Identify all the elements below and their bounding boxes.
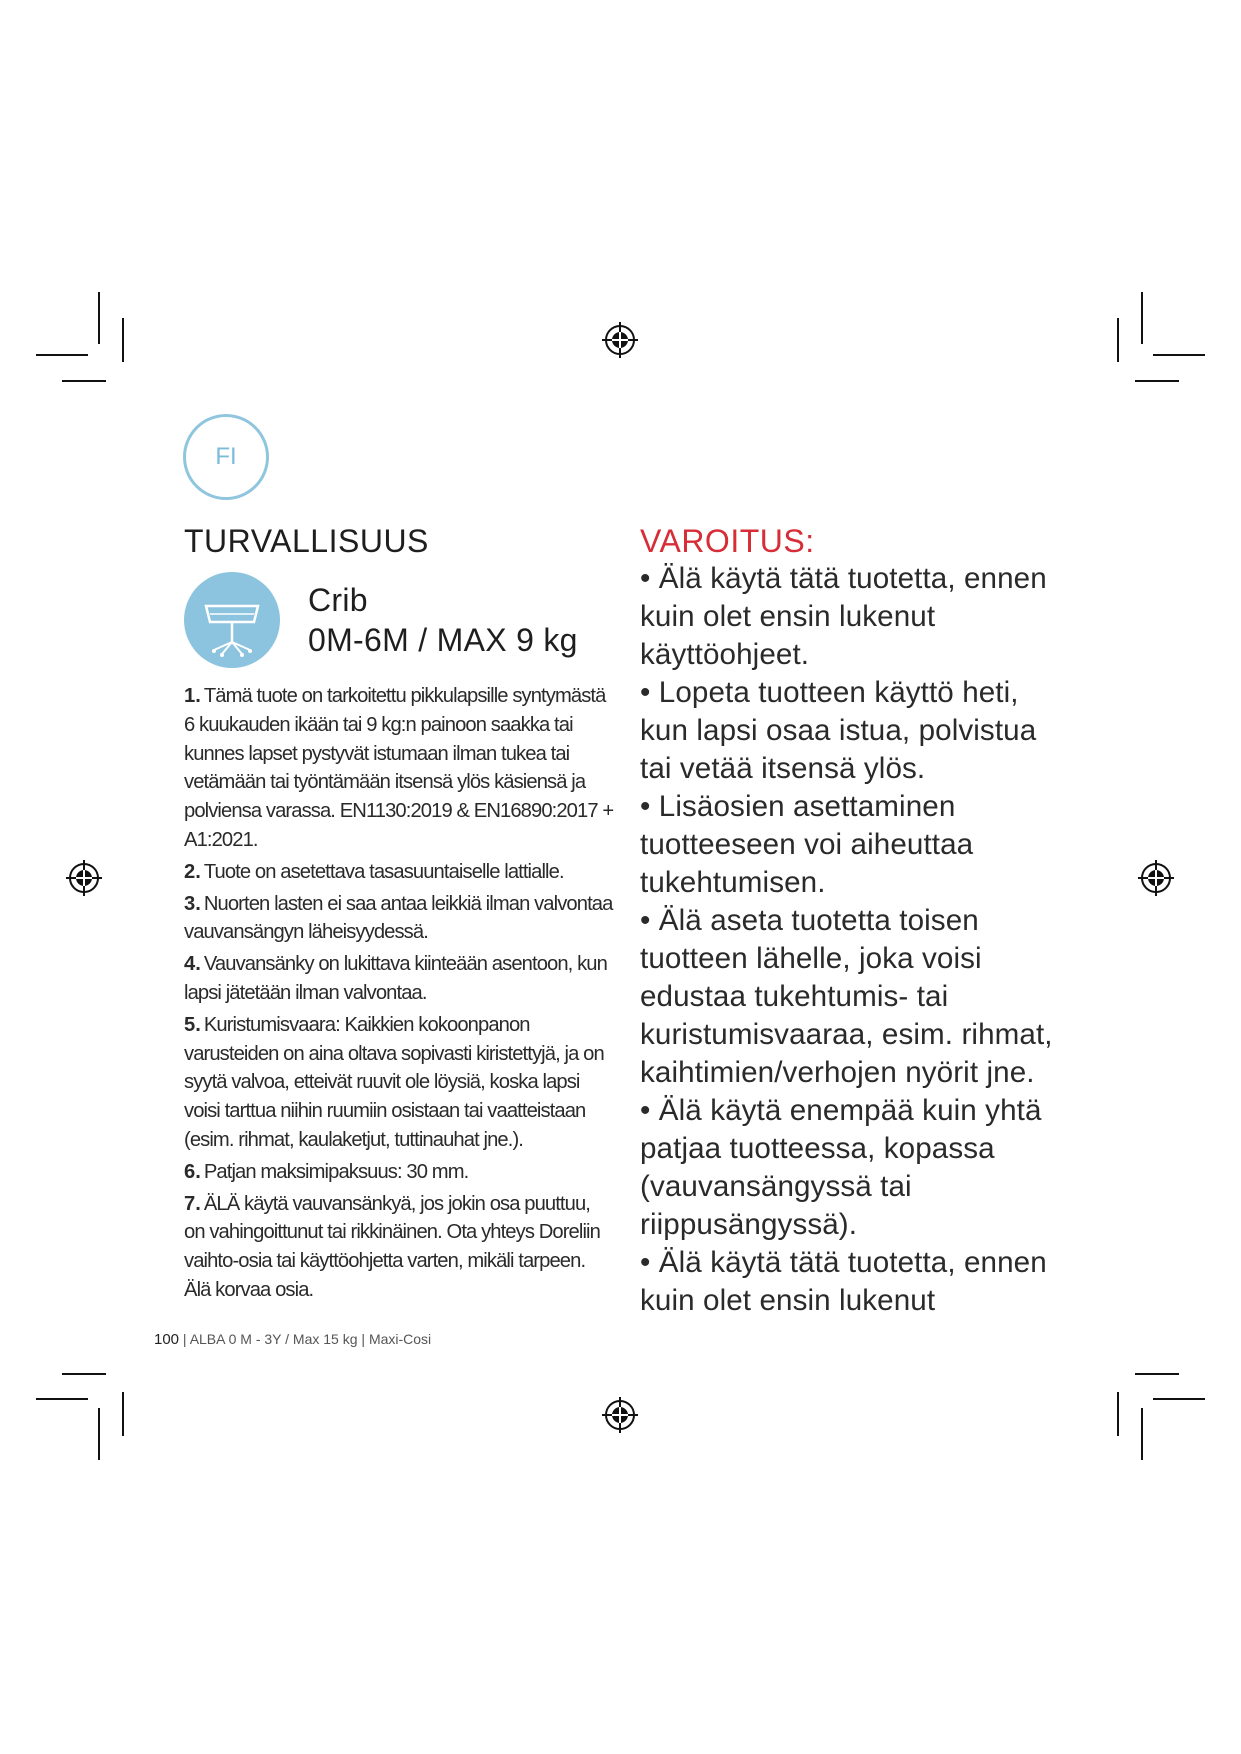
crop-mark: [36, 354, 88, 356]
rule-text: Kuristumisvaara: Kaikkien kokoonpanon varusteiden on aina oltava sopivasti kiristettyjä, ja on syytä valvoa, etteivät ruuvit ole löysiä, koska lapsi voisi tarttua niihin ruumiin osistaan tai vaatteistaan (esim. rihmat, kaulaketjut, tuttinauhat jne.).: [184, 1013, 604, 1151]
list-item: • Lopeta tuotteen käyttö heti, kun lapsi osaa istua, polvistua tai vetää itsensä ylös.: [640, 676, 1037, 785]
warning-text: Lopeta tuotteen käyttö heti, kun lapsi osaa istua, polvistua tai vetää itsensä ylös.: [640, 676, 1037, 785]
warning-text: Älä käytä tätä tuotetta, ennen kuin olet ensin lukenut käyttöohjeet.: [640, 562, 1047, 671]
warning-title: VAROITUS:: [640, 523, 815, 559]
safety-column: [184, 522, 614, 1308]
crop-mark: [1153, 1398, 1205, 1400]
list-item: • Älä käytä enempää kuin yhtä patjaa tuotteessa, kopassa (vauvansängyssä tai riippusängyssä).: [640, 1094, 1042, 1241]
crop-mark: [1117, 1392, 1119, 1436]
rule-number: 2.: [184, 860, 201, 883]
rule-number: 1.: [184, 685, 201, 707]
product-info: [184, 568, 614, 672]
crop-mark: [1141, 1408, 1143, 1460]
crop-mark: [62, 380, 106, 382]
page-footer: [154, 1331, 431, 1348]
crib-icon: [184, 572, 280, 668]
list-item: • Älä käytä tätä tuotetta, ennen kuin olet ensin lukenut: [640, 1246, 1047, 1317]
footer-model: ALBA 0 M - 3Y / Max 15 kg: [189, 1331, 358, 1347]
registration-mark-icon: [1136, 858, 1176, 898]
list-item: [184, 1158, 614, 1187]
footer-separator: |: [182, 1331, 190, 1347]
list-item: [184, 950, 614, 1008]
crop-mark: [1135, 1373, 1179, 1375]
crop-mark: [1153, 354, 1205, 356]
registration-mark-icon: [64, 858, 104, 898]
crop-mark: [62, 1373, 106, 1375]
rule-text: Vauvansänky on lukittava kiinteään asentoon, kun lapsi jätetään ilman valvontaa.: [184, 953, 607, 1004]
rule-text: Nuorten lasten ei saa antaa leikkiä ilman valvontaa vauvansängyn läheisyydessä.: [184, 892, 613, 944]
warning-text: Lisäosien asettaminen tuotteeseen voi aiheuttaa tukehtumisen.: [640, 790, 974, 899]
language-code: FI: [215, 443, 237, 470]
list-item: [184, 858, 614, 887]
crop-mark: [98, 292, 100, 344]
rule-number: 3.: [184, 892, 201, 915]
product-name: Crib: [308, 582, 368, 618]
crop-mark: [1141, 292, 1143, 344]
rule-text: Tuote on asetettava tasasuuntaiselle lattialle.: [203, 860, 564, 883]
list-item: [184, 1011, 614, 1155]
rule-number: 6.: [184, 1160, 201, 1183]
registration-mark-icon: [600, 1395, 640, 1435]
list-item: [184, 682, 614, 855]
crop-mark: [1135, 380, 1179, 382]
rule-text: Tämä tuote on tarkoitettu pikkulapsille syntymästä 6 kuukauden ikään tai 9 kg:n painoon saakka tai kunnes lapset pystyvät istumaan ilman tukea tai vetämään tai työntämään itsensä ylös käsiensä ja polviensa varassa. EN1130:2019 & EN16890:2017 + A1:2021.: [184, 685, 614, 851]
list-item: • Lisäosien asettaminen tuotteeseen voi aiheuttaa tukehtumisen.: [640, 790, 974, 899]
warning-text: Älä aseta tuotetta toisen tuotteen lähelle, joka voisi edustaa tukehtumis- tai kuristumisvaaraa, esim. rihmat, kaihtimien/verhojen nyörit jne.: [640, 904, 1053, 1089]
registration-mark-icon: [600, 320, 640, 360]
footer-separator: |: [361, 1331, 369, 1347]
page-number: 100: [154, 1331, 180, 1348]
warning-text: Älä käytä tätä tuotetta, ennen kuin olet ensin lukenut: [640, 1246, 1047, 1317]
rule-number: 5.: [184, 1013, 201, 1036]
rule-text: Patjan maksimipaksuus: 30 mm.: [203, 1160, 469, 1183]
list-item: [184, 1190, 614, 1305]
rule-text: ÄLÄ käytä vauvansänkyä, jos jokin osa puuttuu, on vahingoittunut tai rikkinäinen. Ota yhteys Doreliin vaihto-osia tai käyttöohjetta varten, mikäli tarpeen. Älä korvaa osia.: [184, 1192, 600, 1301]
crop-mark: [122, 1392, 124, 1436]
rule-number: 4.: [184, 953, 201, 976]
crop-mark: [36, 1398, 88, 1400]
crop-mark: [1117, 318, 1119, 362]
crop-mark: [122, 318, 124, 362]
product-range: 0M-6M / MAX 9 kg: [308, 622, 578, 658]
product-text: [308, 580, 578, 660]
safety-title: TURVALLISUUS: [184, 523, 429, 559]
list-item: [184, 890, 614, 948]
warning-column: [640, 522, 1070, 1320]
list-item: • Älä käytä tätä tuotetta, ennen kuin olet ensin lukenut käyttöohjeet.: [640, 562, 1047, 671]
footer-brand: Maxi-Cosi: [368, 1331, 432, 1347]
crop-mark: [98, 1408, 100, 1460]
language-badge: [183, 414, 269, 500]
safety-rules: [184, 682, 614, 1305]
list-item: • Älä aseta tuotetta toisen tuotteen lähelle, joka voisi edustaa tukehtumis- tai kuristumisvaaraa, esim. rihmat, kaihtimien/verhojen nyörit jne.: [640, 904, 1053, 1089]
rule-number: 7.: [184, 1192, 201, 1215]
warning-list: [640, 560, 1070, 1320]
warning-text: Älä käytä enempää kuin yhtä patjaa tuotteessa, kopassa (vauvansängyssä tai riippusängyssä).: [640, 1094, 1042, 1241]
